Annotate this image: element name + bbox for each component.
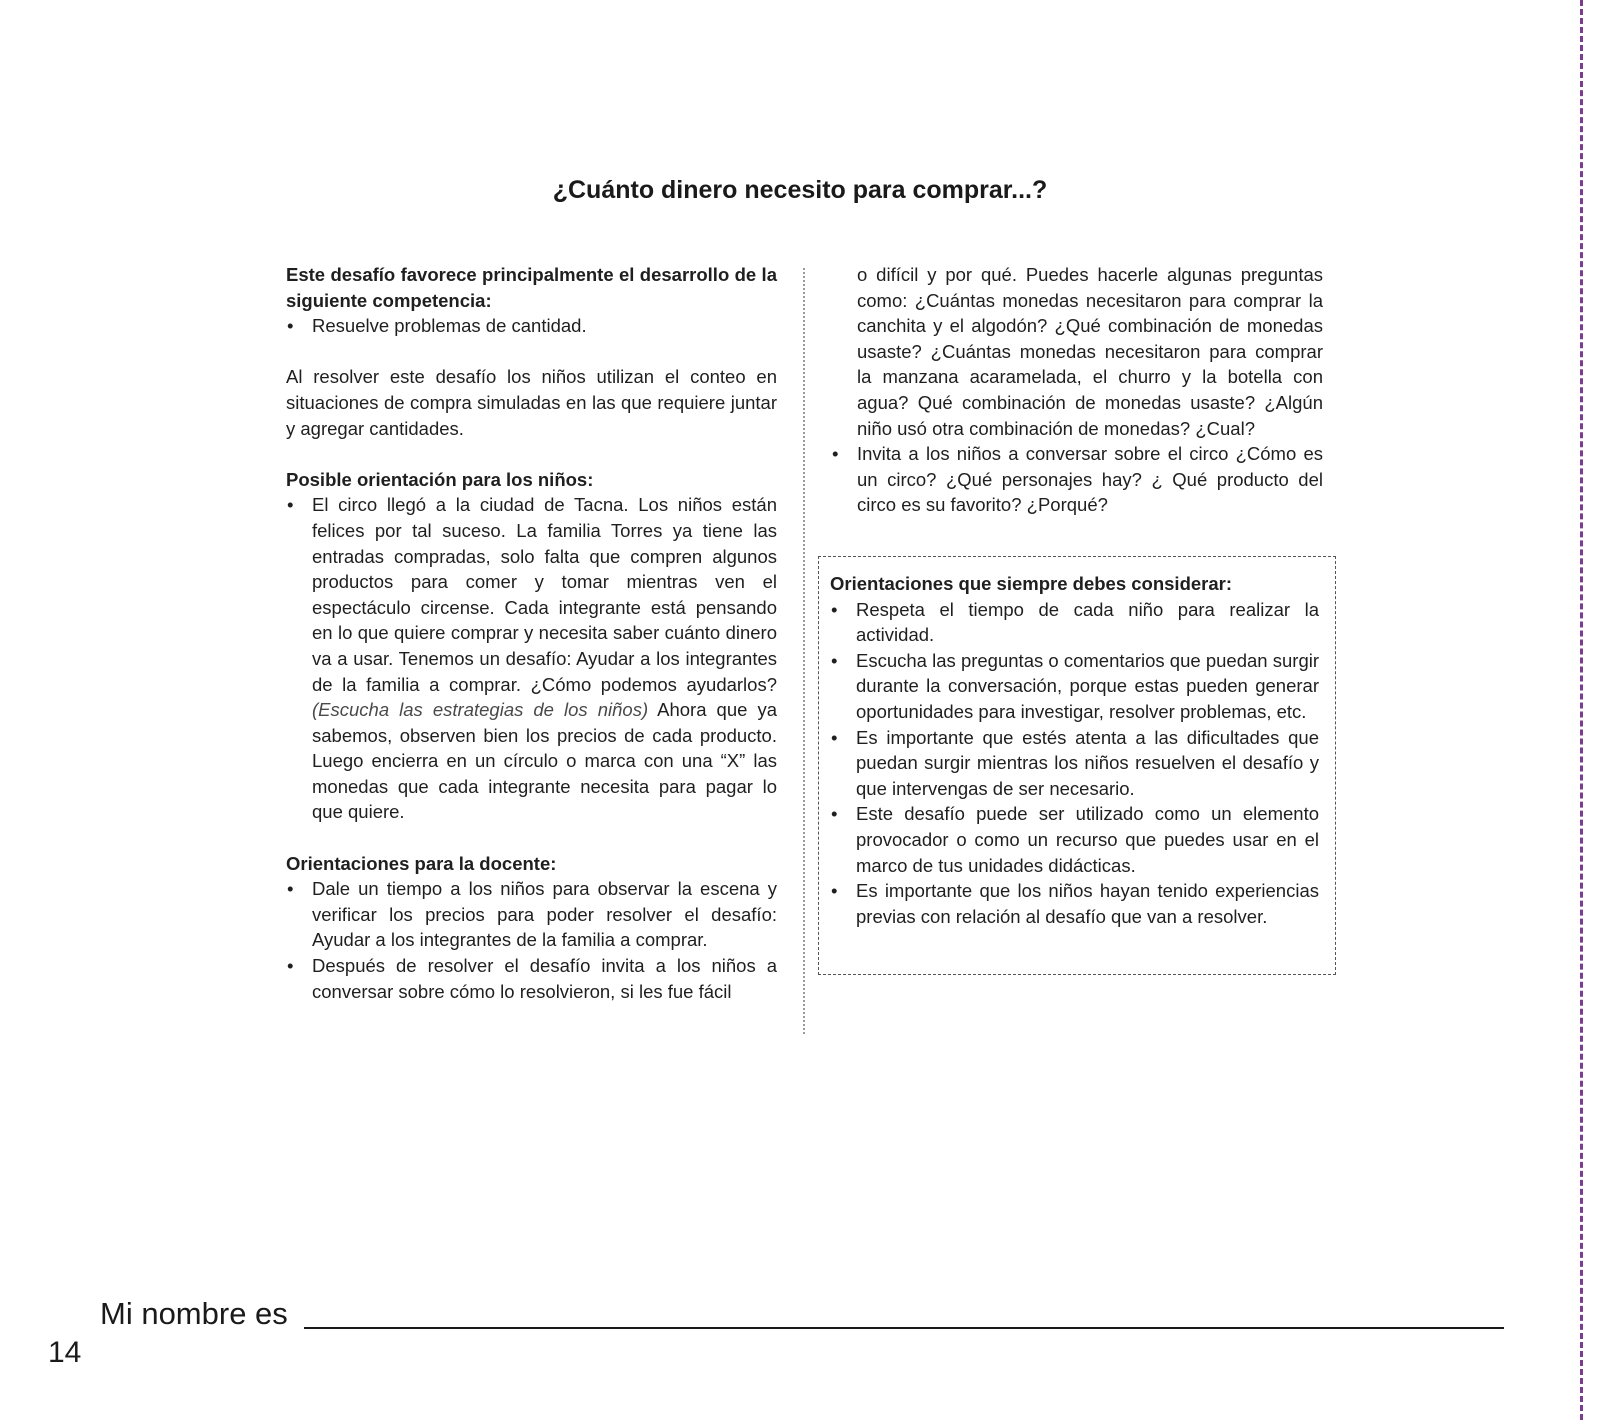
box-item: • Respeta el tiempo de cada niño para realizar la actividad. [830, 597, 1319, 648]
teacher-heading: Orientaciones para la docente: [286, 852, 557, 874]
box-item: • Escucha las preguntas o comentarios que puedan surgir durante la conversación, porque estas pueden generar oportunidades para investigar, resolver problemas, etc. [830, 648, 1319, 725]
orientation-text-part2: Ahora que ya sabemos, observen bien los precios de cada producto. Luego encierra en un círculo o marca con una “X” las monedas que cada integrante necesita para pagar lo que quiere. [312, 699, 777, 823]
intro-paragraph: Al resolver este desafío los niños utilizan el conteo en situaciones de compra simuladas en las que requiere juntar y agregar cantidades. [286, 366, 777, 439]
column-divider [803, 268, 805, 1034]
teacher-item-3: • Invita a los niños a conversar sobre el circo ¿Cómo es un circo? ¿Qué personajes hay? ¿ Qué producto del circo es su favorito? ¿Porqué? [831, 441, 1323, 518]
page-number: 14 [48, 1336, 82, 1369]
orientation-list [286, 492, 777, 825]
left-column [286, 262, 777, 1004]
orientation-heading: Posible orientación para los niños: [286, 468, 594, 490]
teacher-item-2: • Después de resolver el desafío invita a los niños a conversar sobre cómo lo resolvieron, si les fue fácil [286, 953, 777, 1004]
name-label: Mi nombre es [100, 1296, 288, 1331]
teacher-item-2-continued: o difícil y por qué. Puedes hacerle algunas preguntas como: ¿Cuántas monedas necesitaron para comprar la canchita y el algodón? ¿Qué combinación de monedas usaste? ¿Cuántas monedas necesitaron para comprar la manzana acaramelada, el churro y la botella con agua? Qué combinación de monedas usaste? ¿Algún niño usó otra combinación de monedas? ¿Cual? [857, 264, 1323, 439]
competency-item: • Resuelve problemas de cantidad. [286, 313, 777, 339]
competency-heading: Este desafío favorece principalmente el desarrollo de la siguiente competencia: [286, 264, 777, 311]
name-write-line [304, 1327, 1504, 1329]
right-column [831, 262, 1323, 518]
box-heading: Orientaciones que siempre debes considerar: [830, 573, 1233, 594]
cut-guide-line [1580, 0, 1583, 1420]
box-list [830, 597, 1319, 930]
box-item: • Es importante que estés atenta a las dificultades que puedan surgir mientras los niños resuelven el desafío y que intervengas de ser necesario. [830, 725, 1319, 802]
box-item: • Este desafío puede ser utilizado como un elemento provocador o como un recurso que puedes usar en el marco de tus unidades didácticas. [830, 801, 1319, 878]
orientation-text-part1: El circo llegó a la ciudad de Tacna. Los niños están felices por tal suceso. La familia Torres ya tiene las entradas compradas, solo falta que compren algunos productos para comer y tomar mientras ven el espectáculo circense. Cada integrante está pensando en lo que quiere comprar y necesita saber cuánto dinero va a usar. Tenemos un desafío: Ayudar a los integrantes de la familia a comprar. ¿Cómo podemos ayudarlos? [312, 494, 777, 695]
orientation-text-italic: (Escucha las estrategias de los niños) [312, 699, 649, 721]
page-title: ¿Cuánto dinero necesito para comprar...? [552, 176, 1048, 204]
box-item: • Es importante que los niños hayan tenido experiencias previas con relación al desafío que van a resolver. [830, 878, 1319, 929]
orientation-item [286, 492, 777, 825]
teacher-list [286, 876, 777, 1004]
teacher-item-1: • Dale un tiempo a los niños para observar la escena y verificar los precios para poder resolver el desafío: Ayudar a los integrantes de la familia a comprar. [286, 876, 777, 953]
orientations-box [818, 556, 1336, 975]
competency-list [286, 313, 777, 339]
teacher-list-continued [831, 441, 1323, 518]
